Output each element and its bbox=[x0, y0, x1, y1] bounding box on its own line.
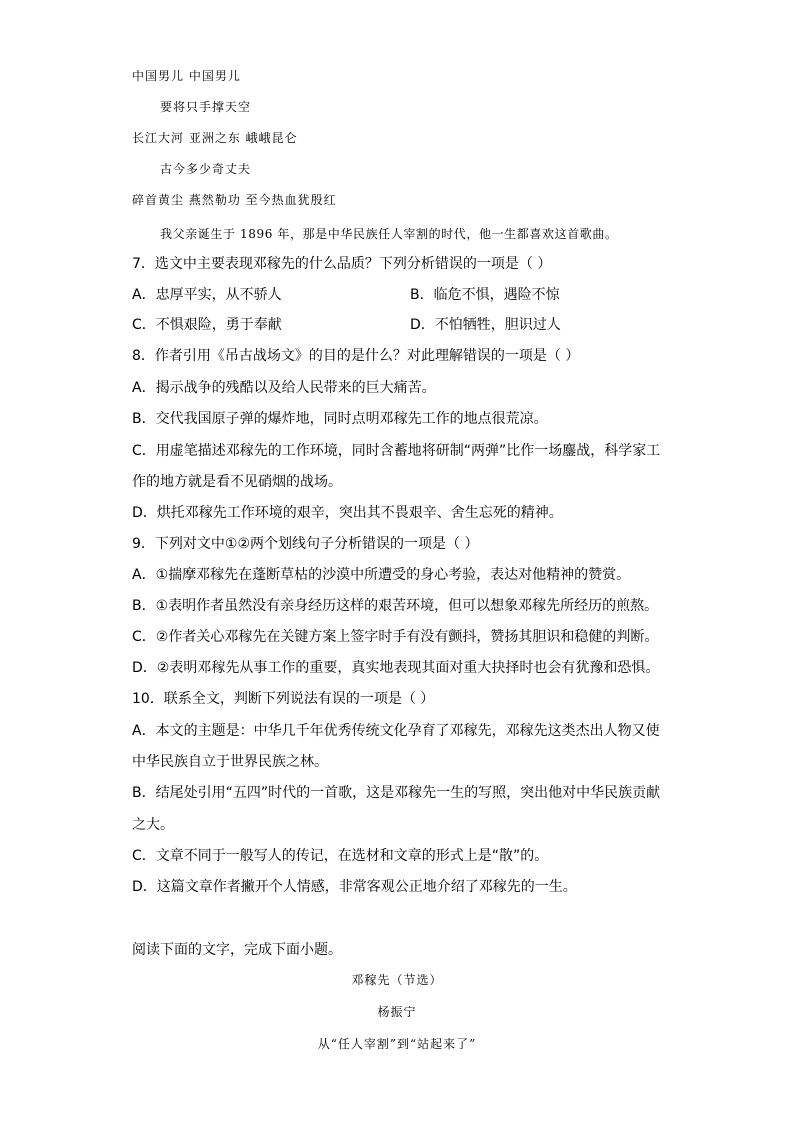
q8-option-c-line1: C．用虚笔描述邓稼先的工作环境，同时含蓄地将研制“两弹”比作一场鏖战，科学家工 bbox=[132, 443, 661, 459]
q10-option-d: D．这篇文章作者撇开个人情感，非常客观公正地介绍了邓稼先的一生。 bbox=[132, 879, 577, 895]
q9-option-c: C．②作者关心邓稼先在关键方案上签字时手有没有颤抖，赞扬其胆识和稳健的判断。 bbox=[132, 629, 659, 645]
q9-option-d: D．②表明邓稼先从事工作的重要，真实地表现其面对重大抉择时也会有犹豫和恐惧。 bbox=[132, 660, 660, 676]
q7-option-b: B．临危不惧，遇险不惊 bbox=[410, 287, 560, 303]
q8-option-d: D．烘托邓稼先工作环境的艰辛，突出其不畏艰辛、舍生忘死的精神。 bbox=[132, 505, 563, 521]
q7-option-a: A．忠厚平实，从不骄人 bbox=[132, 287, 282, 303]
reading-intro: 阅读下面的文字，完成下面小题。 bbox=[132, 942, 342, 958]
poem-line-5: 碎首黄尘 燕然勒功 至今热血犹殷红 bbox=[132, 193, 337, 207]
poem-line-2: 要将只手撑天空 bbox=[160, 100, 252, 114]
poem-line-1: 中国男儿 中国男儿 bbox=[132, 69, 241, 83]
q10-stem: 10．联系全文，判断下列说法有误的一项是（ ） bbox=[132, 691, 435, 707]
q10-option-c: C．文章不同于一般写人的传记，在选材和文章的形式上是“散”的。 bbox=[132, 848, 549, 864]
q8-option-a: A．揭示战争的残酷以及给人民带来的巨大痛苦。 bbox=[132, 380, 436, 396]
q10-option-b-line2: 之大。 bbox=[132, 817, 174, 833]
q9-option-b: B．①表明作者虽然没有亲身经历这样的艰苦环境，但可以想象邓稼先所经历的煎熬。 bbox=[132, 598, 659, 614]
q7-stem: 7．选文中主要表现邓稼先的什么品质？下列分析错误的一项是（ ） bbox=[132, 256, 552, 272]
q8-option-b: B．交代我国原子弹的爆炸地，同时点明邓稼先工作的地点很荒凉。 bbox=[132, 411, 548, 427]
q7-option-c: C．不惧艰险，勇于奉献 bbox=[132, 317, 282, 333]
reading-author: 杨振宁 bbox=[377, 1005, 417, 1019]
reading-title: 邓稼先（节选） bbox=[351, 973, 443, 987]
poem-line-4: 古今多少奇丈夫 bbox=[160, 162, 252, 176]
q10-option-a-line2: 中华民族自立于世界民族之林。 bbox=[132, 754, 328, 770]
poem-line-3: 长江大河 亚洲之东 峨峨昆仑 bbox=[132, 131, 298, 145]
q10-option-b-line1: B．结尾处引用“五四”时代的一首歌，这是邓稼先一生的写照，突出他对中华民族贡献 bbox=[132, 785, 661, 801]
q7-option-d: D．不怕牺牲，胆识过人 bbox=[410, 317, 561, 333]
q9-option-a: A．①揣摩邓稼先在蓬断草枯的沙漠中所遭受的身心考验，表达对他精神的赞赏。 bbox=[132, 567, 631, 583]
q10-option-a-line1: A．本文的主题是：中华几千年优秀传统文化孕育了邓稼先，邓稼先这类杰出人物又使 bbox=[132, 723, 660, 739]
poem-line-6: 我父亲诞生于 1896 年，那是中华民族任人宰割的时代，他一生都喜欢这首歌曲。 bbox=[160, 227, 618, 241]
q8-stem: 8．作者引用《吊古战场文》的目的是什么？对此理解错误的一项是（ ） bbox=[132, 348, 580, 364]
q9-stem: 9．下列对文中①②两个划线句子分析错误的一项是（ ） bbox=[132, 536, 479, 552]
reading-subtitle: 从“任人宰割”到“站起来了” bbox=[317, 1037, 477, 1051]
q8-option-c-line2: 作的地方就是看不见硝烟的战场。 bbox=[132, 474, 342, 490]
